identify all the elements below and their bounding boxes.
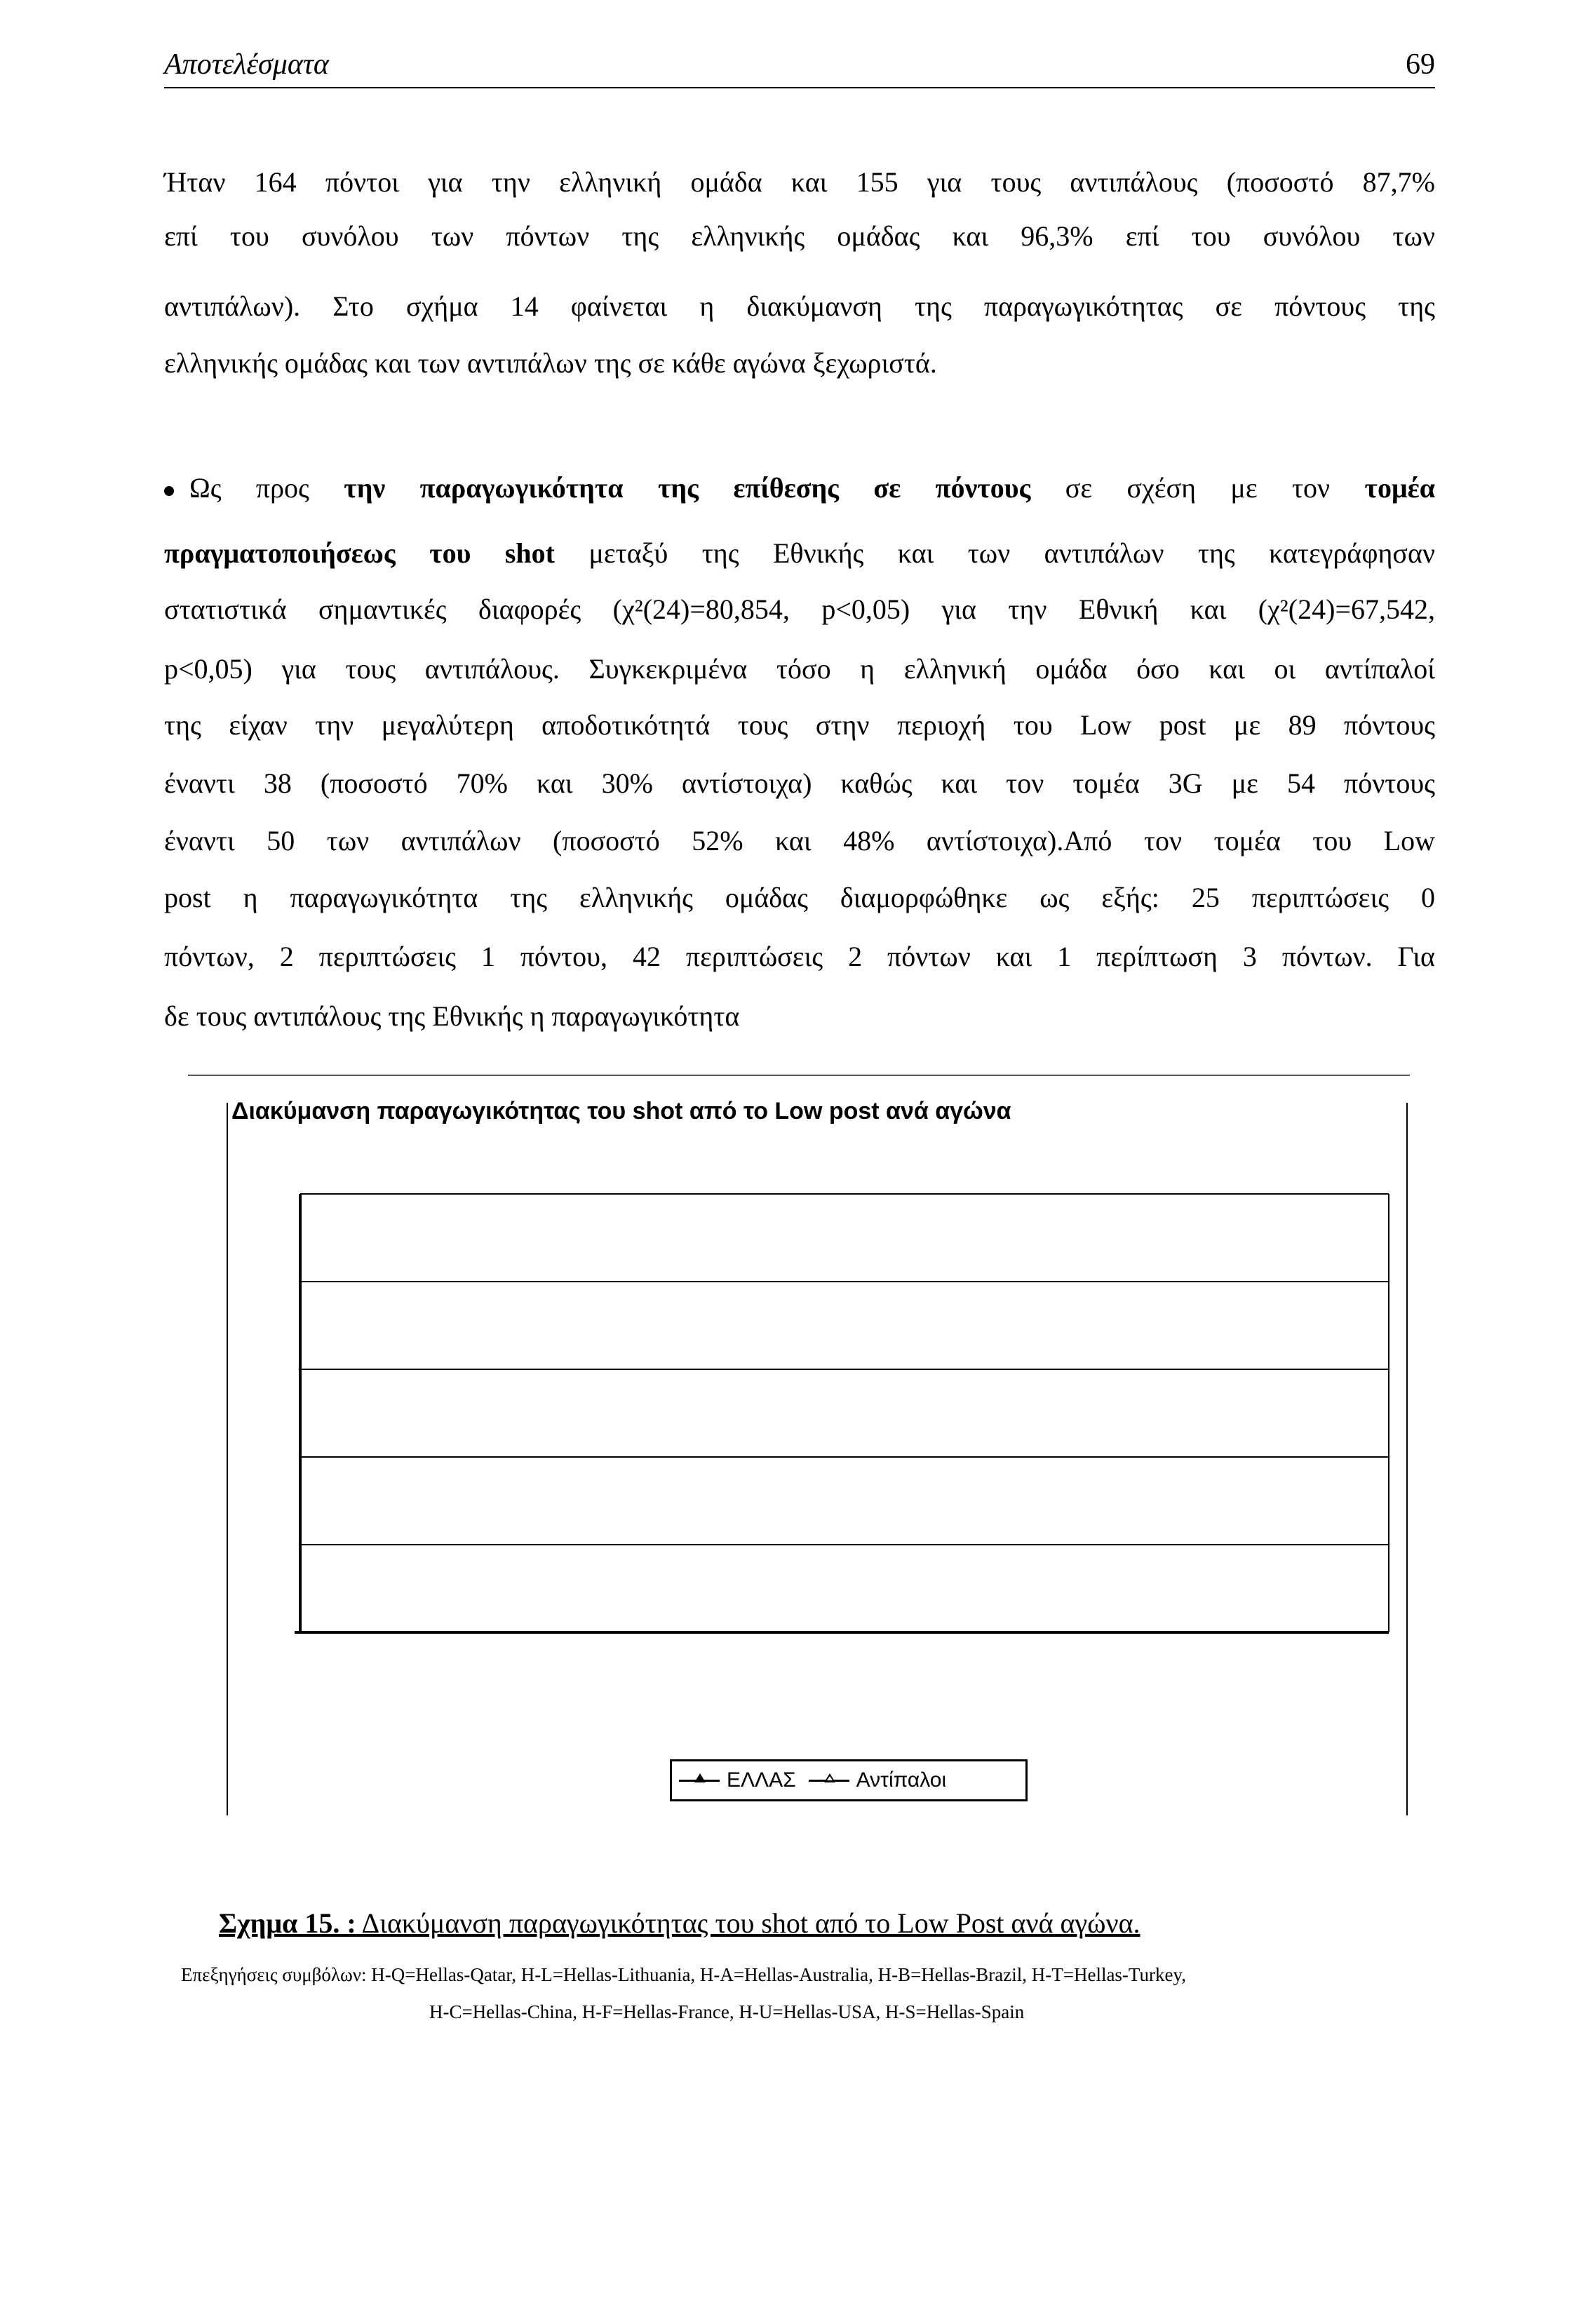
bullet-line-1: [164, 471, 1435, 504]
filled-triangle-icon: [679, 1780, 720, 1782]
symbols-note-line-2: H-C=Hellas-China, H-F=Hellas-France, H-U=Hellas-USA, H-S=Hellas-Spain: [429, 2001, 1025, 2022]
bullet-line-8: post η παραγωγικότητα της ελληνικής ομάδας διαμορφώθηκε ως εξής: 25 περιπτώσεις 0: [164, 882, 1435, 913]
intro-line-4: ελληνικής ομάδας και των αντιπάλων της σε κάθε αγώνα ξεχωριστά.: [164, 347, 937, 379]
figure-caption: [219, 1907, 1140, 1940]
bullet-line-10: δε τους αντιπάλους της Εθνικής η παραγωγικότητα: [164, 1000, 740, 1032]
caption-label: Σχημα 15. :: [219, 1907, 356, 1939]
bullet-line-6: έναντι 38 (ποσοστό 70% και 30% αντίστοιχα) καθώς και τον τομέα 3G με 54 πόντους: [164, 767, 1435, 799]
bullet-line-9: πόντων, 2 περιπτώσεις 1 πόντου, 42 περιπτώσεις 2 πόντων και 1 περίπτωση 3 πόντων. Για: [164, 941, 1435, 972]
bullet-line-2: [164, 537, 1435, 570]
chart-title: Διακύμανση παραγωγικότητας του shot από το Low post ανά αγώνα: [231, 1098, 1011, 1124]
line-chart: [188, 1075, 1410, 1815]
bullet-bold-text: τομέα: [1364, 472, 1436, 504]
section-title: Αποτελέσματα: [164, 48, 329, 81]
open-triangle-icon: [809, 1780, 849, 1782]
bullet-text: μεταξύ της Εθνικής και των αντιπάλων της κατεγράφησαν: [554, 537, 1435, 569]
bullet-icon: [164, 486, 174, 496]
intro-line-2: επί του συνόλου των πόντων της ελληνικής ομάδας και 96,3% επί του συνόλου των: [164, 220, 1435, 252]
intro-line-1: Ήταν 164 πόντοι για την ελληνική ομάδα και 155 για τους αντιπάλους (ποσοστό 87,7%: [164, 166, 1435, 198]
page-header: [164, 43, 1435, 88]
symbols-note-line-1: Επεξηγήσεις συμβόλων: H-Q=Hellas-Qatar, H-L=Hellas-Lithuania, H-A=Hellas-Australia, H-B=Hellas-Brazil, H-T=Hellas-Turkey,: [181, 1964, 1186, 1985]
bullet-bold-text: πραγματοποιήσεως του shot: [164, 537, 555, 569]
bullet-text: σε σχέση με τον: [1030, 472, 1365, 504]
legend-series-2: Αντίπαλοι: [856, 1768, 947, 1792]
plot-area: [295, 1194, 1389, 1632]
bullet-bold-text: την παραγωγικότητα της επίθεσης σε πόντους: [344, 472, 1031, 504]
bullet-line-3: στατιστικά σημαντικές διαφορές (χ²(24)=80,854, p<0,05) για την Εθνική και (χ²(24)=67,542,: [164, 593, 1435, 625]
page-number: 69: [1406, 48, 1435, 81]
bullet-line-7: έναντι 50 των αντιπάλων (ποσοστό 52% και 48% αντίστοιχα).Από τον τομέα του Low: [164, 825, 1435, 857]
caption-text: Διακύμανση παραγωγικότητας του shot από το Low Post ανά αγώνα.: [356, 1907, 1140, 1939]
bullet-line-4: p<0,05) για τους αντιπάλους. Συγκεκριμένα τόσο η ελληνική ομάδα όσο και οι αντίπαλοί: [164, 653, 1435, 685]
chart-legend: [670, 1759, 1028, 1801]
bullet-text: Ως προς: [189, 472, 344, 504]
legend-series-1: ΕΛΛΑΣ: [727, 1768, 796, 1792]
bullet-line-5: της είχαν την μεγαλύτερη αποδοτικότητά τους στην περιοχή του Low post με 89 πόντους: [164, 709, 1435, 741]
intro-line-3: αντιπάλων). Στο σχήμα 14 φαίνεται η διακύμανση της παραγωγικότητας σε πόντους της: [164, 290, 1435, 322]
